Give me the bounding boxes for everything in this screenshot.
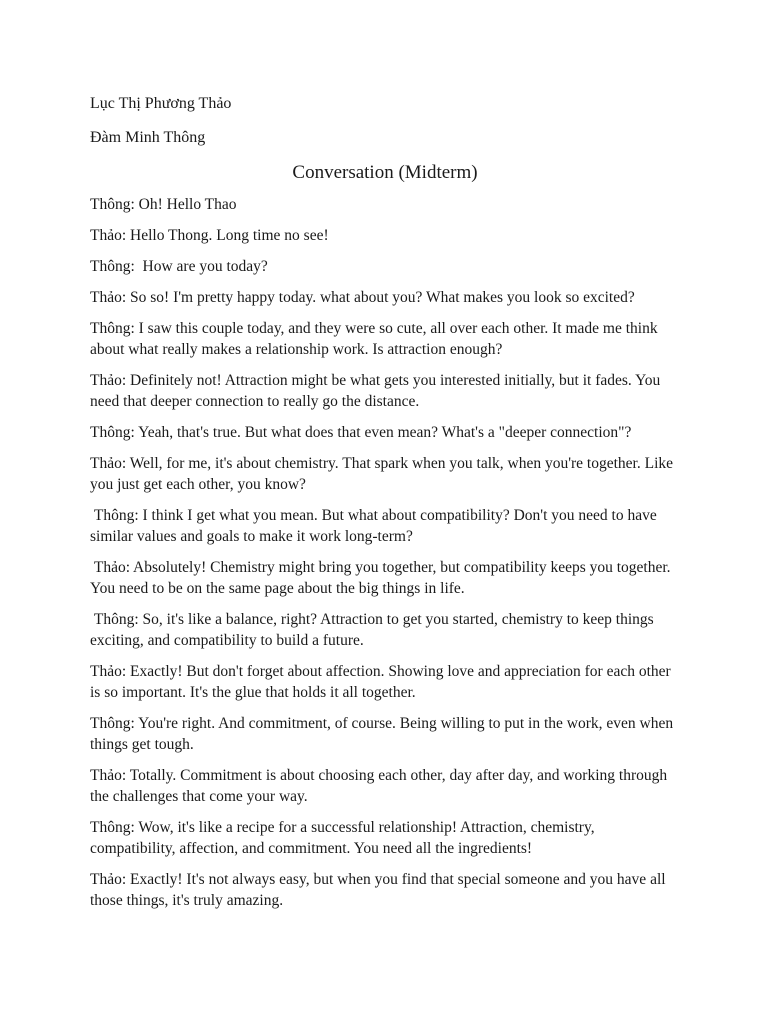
dialogue-line: Thảo: Totally. Commitment is about choosing each other, day after day, and working through the challenges that come your way. [90,767,671,805]
dialogue-line: Thảo: So so! I'm pretty happy today. what about you? What makes you look so excited? [90,289,635,306]
author-name-1: Lục Thị Phương Thảo [90,95,232,112]
dialogue-line: Thông: Oh! Hello Thao [90,196,237,213]
dialogue-line: Thảo: Hello Thong. Long time no see! [90,227,329,244]
dialogue [90,194,680,911]
dialogue-line: Thông: You're right. And commitment, of course. Being willing to put in the work, even when things get tough. [90,715,677,753]
dialogue-line: Thông: How are you today? [90,258,268,275]
dialogue-line: Thảo: Definitely not! Attraction might be what gets you interested initially, but it fades. You need that deeper connection to really go the distance. [90,372,665,410]
dialogue-line: Thảo: Absolutely! Chemistry might bring you together, but compatibility keeps you together. You need to be on the same page about the big things in life. [90,559,674,597]
dialogue-line: Thảo: Exactly! It's not always easy, but when you find that special someone and you have all those things, it's truly amazing. [90,871,670,909]
dialogue-line: Thông: I saw this couple today, and they were so cute, all over each other. It made me think about what really makes a relationship work. Is attraction enough? [90,320,662,358]
document-title: Conversation (Midterm) [292,162,478,183]
dialogue-line: Thông: So, it's like a balance, right? Attraction to get you started, chemistry to keep things exciting, and compatibility to build a future. [90,611,658,649]
dialogue-line: Thảo: Exactly! But don't forget about affection. Showing love and appreciation for each other is so important. It's the glue that holds it all together. [90,663,675,701]
dialogue-line: Thông: Wow, it's like a recipe for a successful relationship! Attraction, chemistry, compatibility, affection, and commitment. You need all the ingredients! [90,819,599,857]
author-name-2: Đàm Minh Thông [90,129,206,146]
dialogue-line: Thông: I think I get what you mean. But what about compatibility? Don't you need to have similar values and goals to make it work long-term? [90,507,661,545]
dialogue-line: Thông: Yeah, that's true. But what does that even mean? What's a "deeper connection"? [90,424,632,441]
dialogue-line: Thảo: Well, for me, it's about chemistry. That spark when you talk, when you're together. Like you just get each other, you know? [90,455,677,493]
